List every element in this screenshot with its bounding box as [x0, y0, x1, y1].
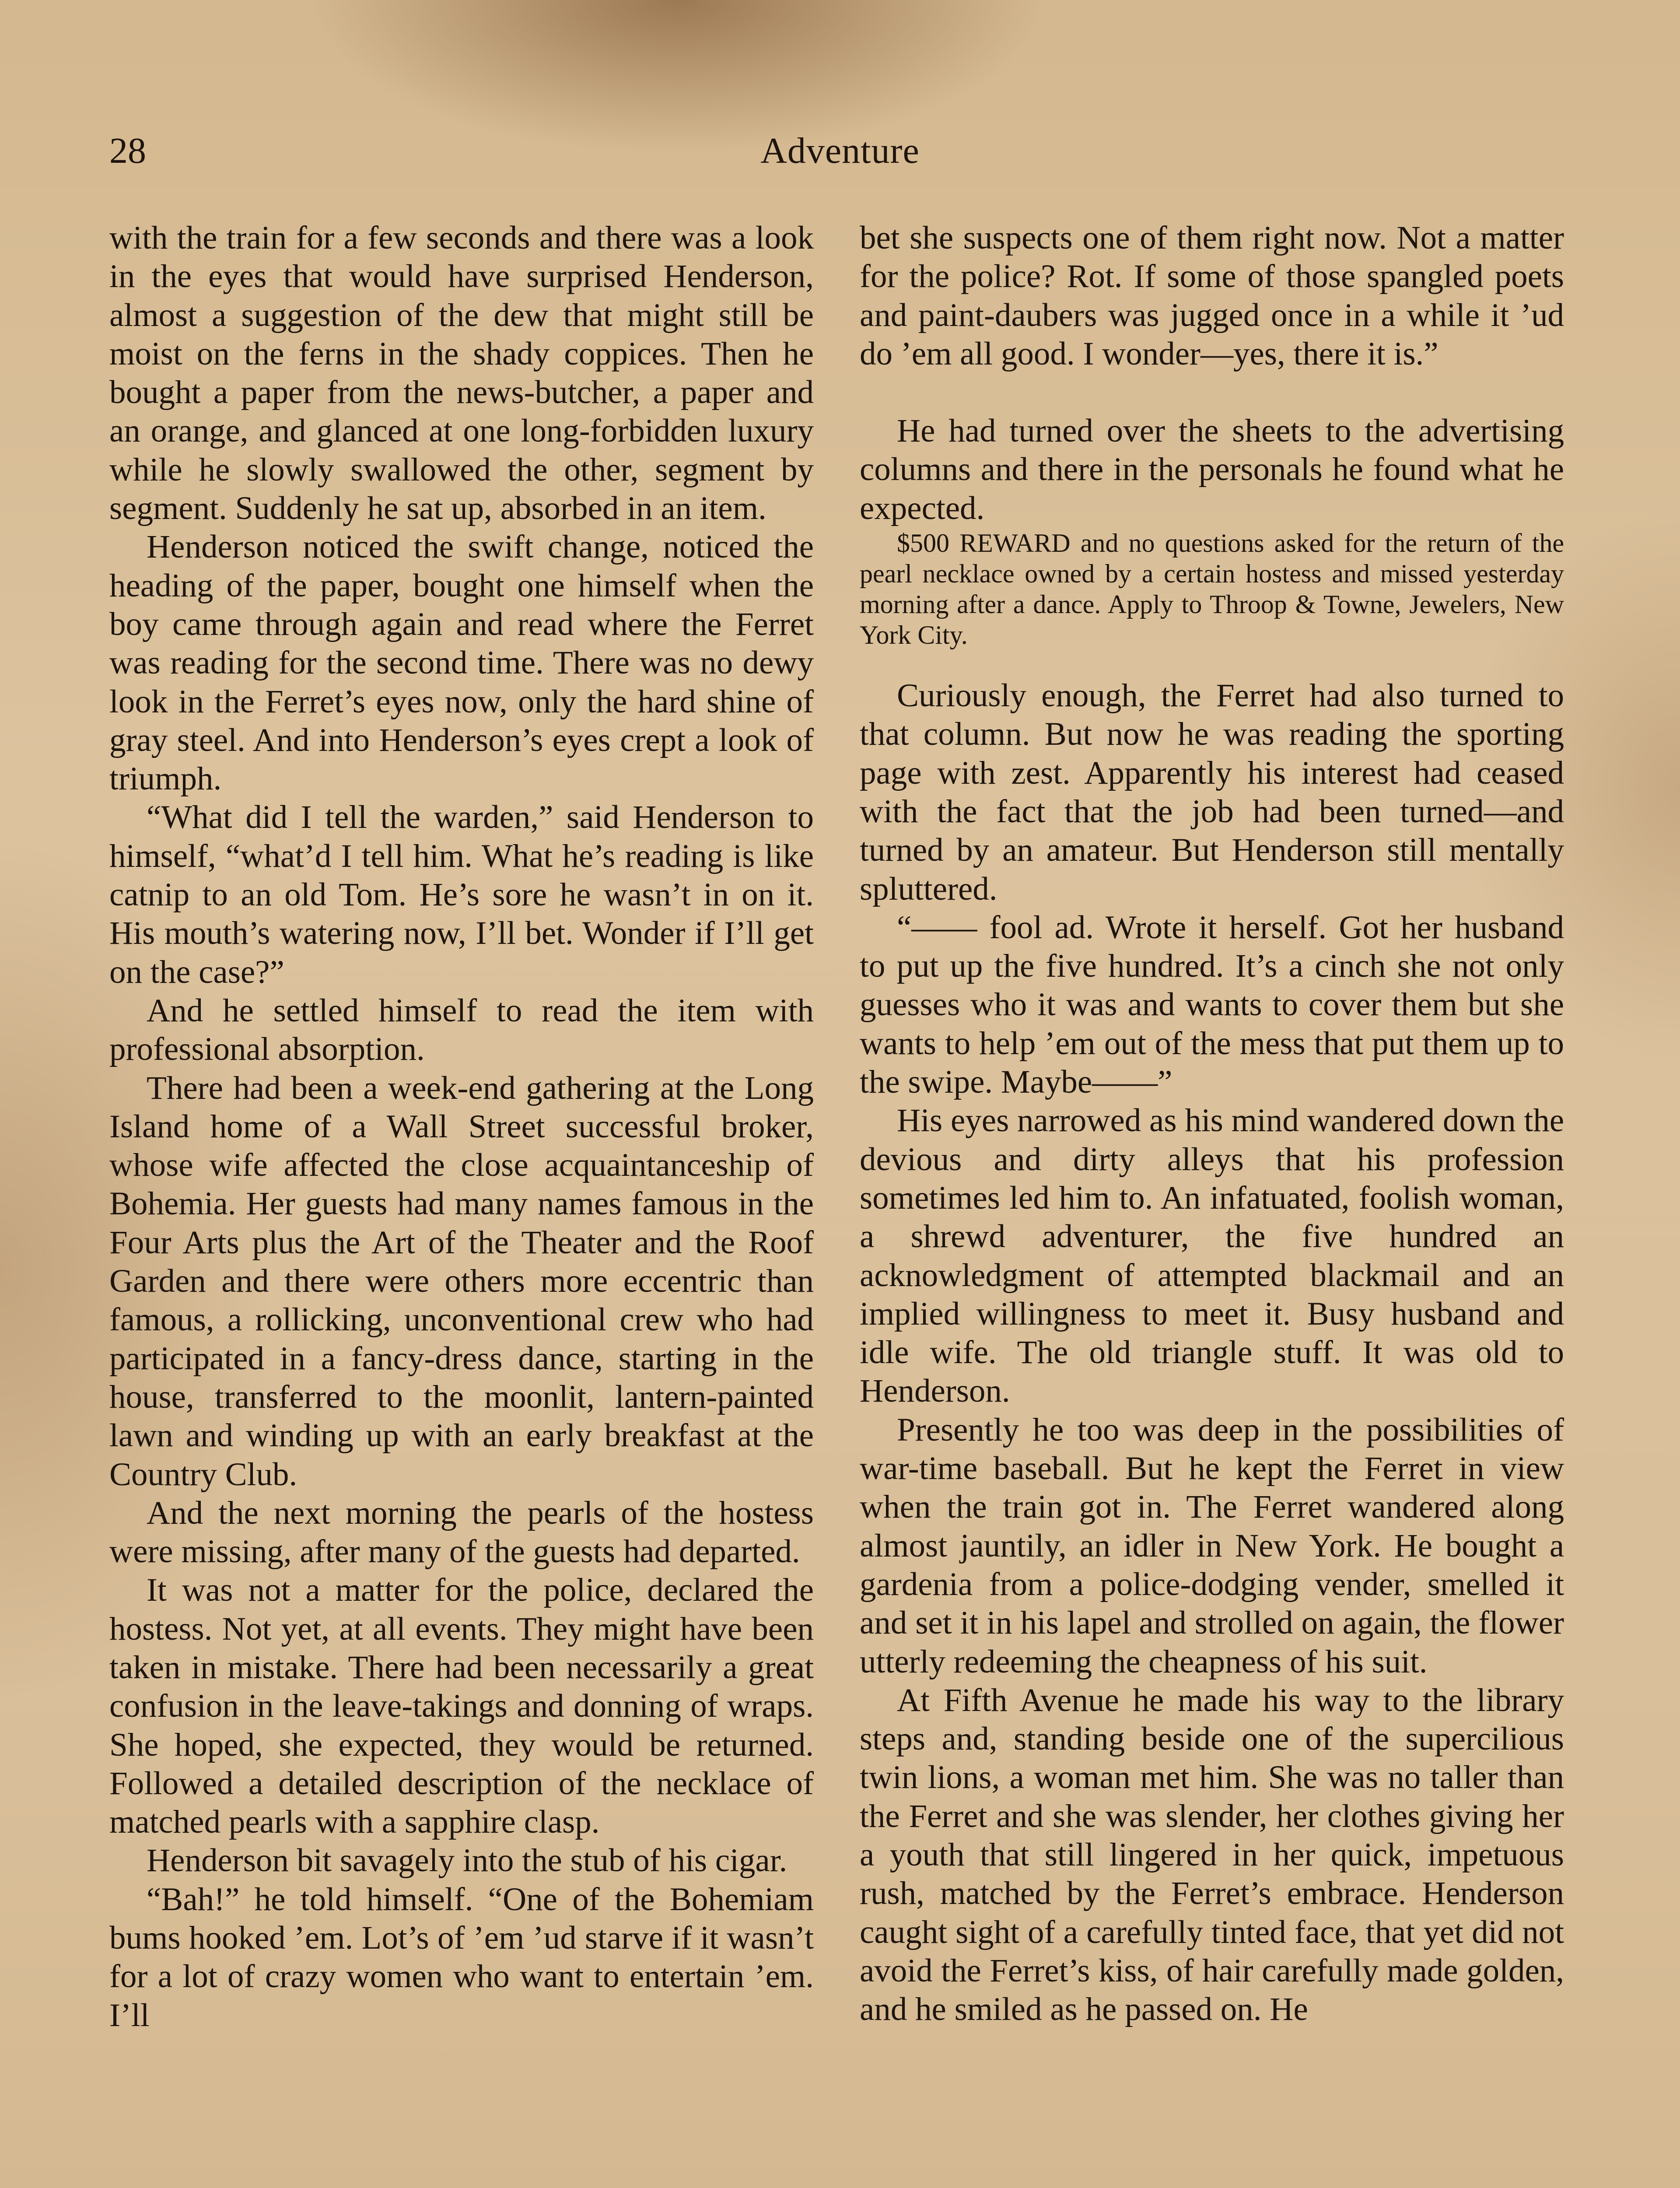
paragraph: At Fifth Avenue he made his way to the library steps and, standing beside one of the supercilious twin lions, a woman met him. She was no taller than the Ferret and she was slender, her clothes giving her a youth that still lingered in her quick, impetuous rush, matched by the Ferret’s embrace. Henderson caught sight of a carefully tinted face, that yet did not avoid the Ferret’s kiss, of hair carefully made golden, and he smiled as he passed on. He — [860, 1682, 1564, 2028]
paragraph: Curiously enough, the Ferret had also turned to that column. But now he was reading the sporting page with zest. Apparently his interest had ceased with the fact that the job had been turned—and turned by an amateur. But Henderson still mentally spluttered. — [860, 677, 1564, 907]
paragraph: And he settled himself to read the item with professional absorption. — [109, 992, 814, 1068]
reward-advertisement: $500 REWARD and no questions asked for the return of the pearl necklace owned by a certain hostess and missed yesterday morning after a dance. Apply to Throop & Towne, Jewelers, New York City. — [860, 529, 1564, 650]
right-column — [860, 219, 1564, 2029]
magazine-title: Adventure — [760, 130, 920, 171]
paragraph: “—— fool ad. Wrote it herself. Got her husband to put up the five hundred. It’s a cinch she not only guesses who it was and wants to cover them but she wants to help ’em out of the mess that put them up to the swipe. Maybe——” — [860, 909, 1564, 1101]
paragraph: with the train for a few seconds and there was a look in the eyes that would have surprised Henderson, almost a suggestion of the dew that might still be moist on the ferns in the shady coppices. Then he bought a paper from the news-butcher, a paper and an orange, and glanced at one long-forbidden luxury while he slowly swallowed the other, segment by segment. Suddenly he sat up, absorbed in an item. — [109, 220, 814, 527]
paragraph: He had turned over the sheets to the advertising columns and there in the personals he found what he expected. — [860, 413, 1564, 526]
paragraph: His eyes narrowed as his mind wandered down the devious and dirty alleys that his profession sometimes led him to. An infatuated, foolish woman, a shrewd adventurer, the five hundred an acknowledgment of attempted blackmail and an implied willingness to meet it. Busy husband and idle wife. The old triangle stuff. It was old to Henderson. — [860, 1102, 1564, 1410]
left-column — [109, 219, 814, 2035]
paragraph: “Bah!” he told himself. “One of the Bohemiam bums hooked ’em. Lot’s of ’em ’ud starve if it wasn’t for a lot of crazy women who want to entertain ’em. I’ll — [109, 1881, 814, 2034]
page-number: 28 — [109, 130, 146, 171]
paragraph: And the next morning the pearls of the hostess were missing, after many of the guests had departed. — [109, 1494, 814, 1570]
paragraph: There had been a week-end gathering at the Long Island home of a Wall Street successful broker, whose wife affected the close acquaintanceship of Bohemia. Her guests had many names famous in the Four Arts plus the Art of the Theater and the Roof Garden and there were others more eccentric than famous, a rollicking, unconventional crew who had participated in a fancy-dress dance, starting in the house, transferred to the moonlit, lantern-painted lawn and winding up with an early breakfast at the Country Club. — [109, 1069, 814, 1493]
paragraph: It was not a matter for the police, declared the hostess. Not yet, at all events. They might have been taken in mistake. There had been necessarily a great confusion in the leave-takings and donning of wraps. She hoped, she expected, they would be returned. Followed a detailed description of the necklace of matched pearls with a sapphire clasp. — [109, 1572, 814, 1841]
running-head — [109, 127, 1571, 175]
paragraph: Henderson bit savagely into the stub of his cigar. — [147, 1842, 788, 1879]
paragraph: “What did I tell the warden,” said Henderson to himself, “what’d I tell him. What he’s reading is like catnip to an old Tom. He’s sore he wasn’t in on it. His mouth’s watering now, I’ll bet. Wonder if I’ll get on the case?” — [109, 799, 814, 990]
paragraph: Presently he too was deep in the possibilities of war-time baseball. But he kept the Ferret in view when the train got in. The Ferret wandered along almost jauntily, an idler in New York. He bought a gardenia from a police-dodging vender, smelled it and set it in his lapel and strolled on again, the flower utterly redeeming the cheapness of his suit. — [860, 1411, 1564, 1680]
paragraph: Henderson noticed the swift change, noticed the heading of the paper, bought one himself when the boy came through again and read where the Ferret was reading for the second time. There was no dewy look in the Ferret’s eyes now, only the hard shine of gray steel. And into Henderson’s eyes crept a look of triumph. — [109, 529, 814, 797]
paragraph: bet she suspects one of them right now. Not a matter for the police? Rot. If some of those spangled poets and paint-daubers was jugged once in a while it ’ud do ’em all good. I wonder—yes, there it is.” — [860, 220, 1564, 372]
